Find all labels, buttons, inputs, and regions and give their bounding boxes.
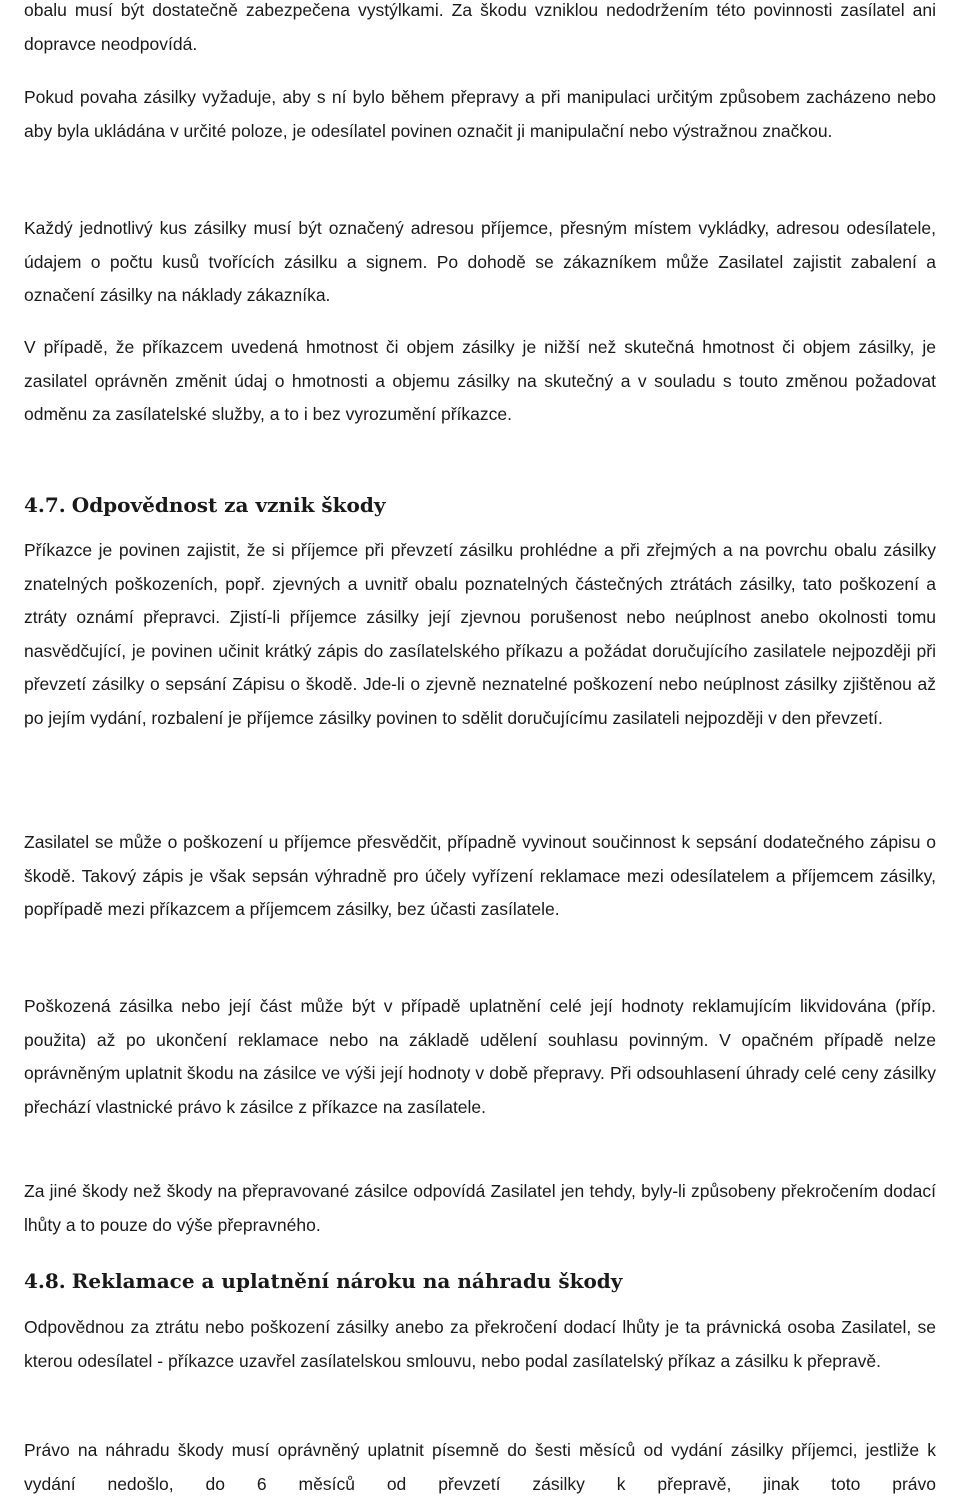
paragraph-weight-correction: V případě, že příkazcem uvedená hmotnost či objem zásilky je nižší než skutečná hmotnost či objem zásilky, je zasilatel oprávněn změnit údaj o hmotnosti a objemu zásilky na skutečný a v souladu s touto změnou požadovat odměnu za zasílatelské služby, a to i bez vyrozumění příkazce. (24, 337, 936, 425)
section-number: 4.8. (24, 1269, 66, 1293)
section-heading-4-7 (24, 491, 936, 519)
section-number: 4.7. (24, 493, 66, 517)
paragraph-responsible-party: Odpovědnou za ztrátu nebo poškození zásilky anebo za překročení dodací lhůty je ta právnická osoba Zasilatel, se kterou odesílatel - příkazce uzavřel zasílatelskou smlouvu, nebo podal zasílatelský příkaz a zásilku k přepravě. (24, 1317, 936, 1371)
paragraph-claim-deadline: Právo na náhradu škody musí oprávněný uplatnit písemně do šesti měsíců od vydání zásilky příjemci, jestliže k vydání nedošlo, do 6 měsíců od převzetí zásilky k přepravě, jinak toto právo (24, 1440, 936, 1494)
paragraph-recipient-inspection: Příkazce je povinen zajistit, že si příjemce při převzetí zásilku prohlédne a při zřejmých a na povrchu obalu zásilky znatelných poškozeních, popř. zjevných a uvnitř obalu poznatelných částečných ztrátách zásilky, tato poškození a ztráty oznámí přepravci. Zjistí-li příjemce zásilky její zjevnou porušenost nebo neúplnost anebo okolnosti tomu nasvědčující, je povinen učinit krátký zápis do zasílatelského příkazu a požádat doručujícího zasilatele nejpozději při převzetí zásilky o sepsání Zápisu o škodě. Jde-li o zjevně neznatelné poškození nebo neúplnost zásilky zjištěnou až po jejím vydání, rozbalení je příjemce zásilky povinen to sdělit doručujícímu zasilateli nejpozději v den převzetí. (24, 540, 936, 728)
paragraph-piece-labeling: Každý jednotlivý kus zásilky musí být označený adresou příjemce, přesným místem vykládky, adresou odesílatele, údajem o počtu kusů tvořících zásilku a signem. Po dohodě se zákazníkem může Zasilatel zajistit zabalení a označení zásilky na náklady zákazníka. (24, 218, 936, 306)
paragraph-damage-record: Zasilatel se může o poškození u příjemce přesvědčit, případně vyvinout součinnost k sepsání dodatečného zápisu o škodě. Takový zápis je však sepsán výhradně pro účely vyřízení reklamace mezi odesílatelem a příjemcem zásilky, popřípadě mezi příkazcem a příjemcem zásilky, bez účasti zasílatele. (24, 832, 936, 920)
paragraph-handling-marks: Pokud povaha zásilky vyžaduje, aby s ní bylo během přepravy a při manipulaci určitým způsobem zacházeno nebo aby byla ukládána v určité poloze, je odesílatel povinen označit ji manipulační nebo výstražnou značkou. (24, 87, 936, 141)
paragraph-damaged-goods-disposal: Poškozená zásilka nebo její část může být v případě uplatnění celé její hodnoty reklamujícím likvidována (příp. použita) až po ukončení reklamace nebo na základě udělení souhlasu povinným. V opačném případě nelze oprávněným uplatnit škodu na zásilce ve výši její hodnoty v době přepravy. Při odsouhlasení úhrady celé ceny zásilky přechází vlastnické právo k zásilce z příkazce na zasílatele. (24, 996, 936, 1117)
paragraph-packaging-liability: obalu musí být dostatečně zabezpečena vystýlkami. Za škodu vzniklou nedodržením této povinnosti zasílatel ani dopravce neodpovídá. (24, 0, 936, 54)
section-title: Reklamace a uplatnění nároku na náhradu škody (71, 1269, 623, 1293)
paragraph-other-damages: Za jiné škody než škody na přepravované zásilce odpovídá Zasilatel jen tehdy, byly-li způsobeny překročením dodací lhůty a to pouze do výše přepravného. (24, 1181, 936, 1235)
section-heading-4-8 (24, 1267, 936, 1295)
section-title: Odpovědnost za vznik škody (71, 493, 386, 517)
